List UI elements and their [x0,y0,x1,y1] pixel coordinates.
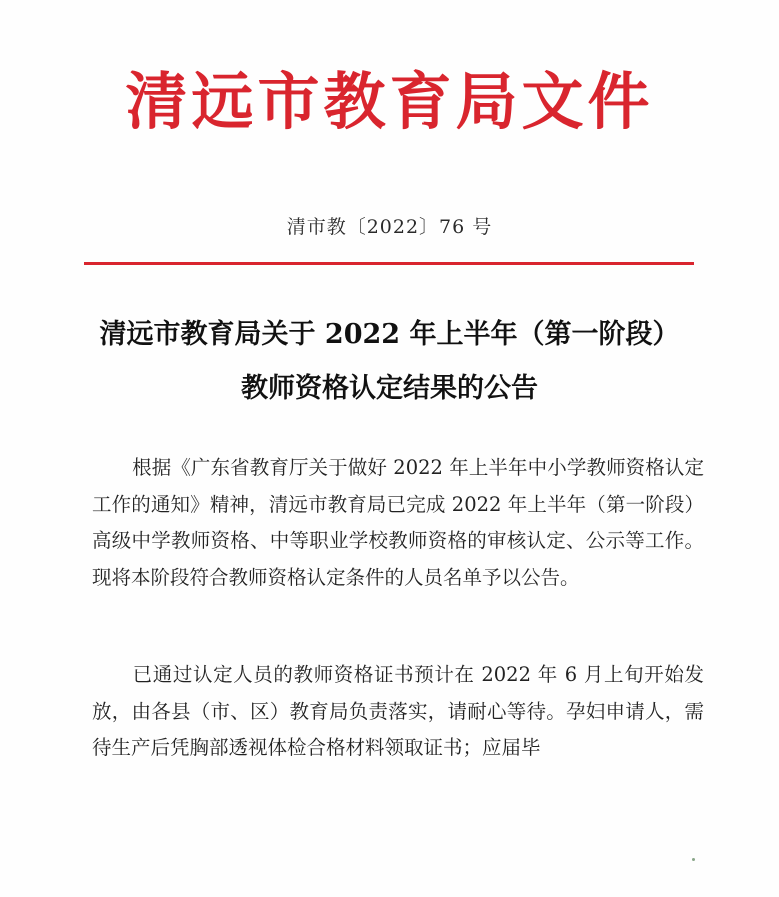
body-paragraph-1 [92,450,704,596]
notice-title-line-2: 教师资格认定结果的公告 [241,373,538,404]
document-number: 清市教〔2022〕76 号 [286,216,493,238]
notice-title-line-1: 清远市教育局关于 2022 年上半年（第一阶段） [99,319,680,350]
body-paragraph-2 [92,657,704,767]
body-paragraph-2-text: 已通过认定人员的教师资格证书预计在 2022 年 6 月上旬开始发放，由各县（市、区）教育局负责落实，请耐心等待。孕妇申请人，需待生产后凭胸部透视体检合格材料领取证书；应届毕 [92,663,704,760]
document-header-title: 清远市教育局文件 [125,65,654,138]
scan-speck [692,858,695,861]
body-paragraph-1-text: 根据《广东省教育厅关于做好 2022 年上半年中小学教师资格认定工作的通知》精神，清远市教育局已完成 2022 年上半年（第一阶段）高级中学教师资格、中等职业学校教师资格的审核认定、公示等工作。现将本阶段符合教师资格认定条件的人员名单予以公告。 [92,456,704,589]
red-divider-line [84,262,694,265]
